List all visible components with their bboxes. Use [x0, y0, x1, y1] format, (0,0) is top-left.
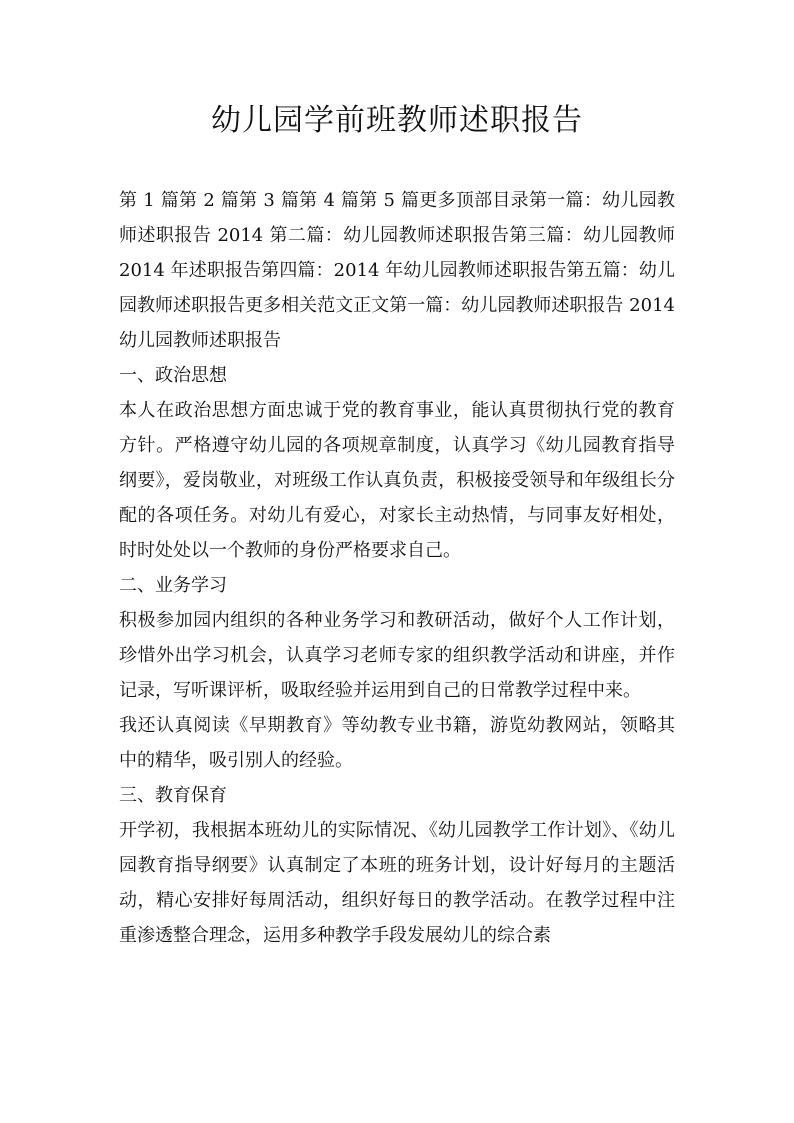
paragraph-study: 积极参加园内组织的各种业务学习和教研活动，做好个人工作计划，珍惜外出学习机会，认真学习老师专家的组织教学活动和讲座，并作记录，写听课评析，吸取经验并运用到自己的日常教学过程中来。 — [119, 610, 675, 701]
paragraph-contents: 第 1 篇第 2 篇第 3 篇第 4 篇第 5 篇更多顶部目录第一篇：幼儿园教师述职报告 2014 第二篇：幼儿园教师述职报告第三篇：幼儿园教师 2014 年述职报告第四篇：2014 年幼儿园教师述职报告第五篇：幼儿园教师述职报告更多相关范文正文第一篇：幼儿园教师述职报告 2014 幼儿园教师述职报告 — [119, 190, 675, 351]
paragraph-education: 开学初，我根据本班幼儿的实际情况、《幼儿园教学工作计划》、《幼儿园教育指导纲要》认真制定了本班的班务计划，设计好每月的主题活动，精心安排好每周活动，组织好每日的教学活动。在教学过程中注重渗透整合理念，运用多种教学手段发展幼儿的综合素 — [119, 820, 675, 946]
paragraph-politics: 本人在政治思想方面忠诚于党的教育事业，能认真贯彻执行党的教育方针。严格遵守幼儿园的各项规章制度，认真学习《幼儿园教育指导纲要》，爱岗敬业，对班级工作认真负责，积极接受领导和年级组长分配的各项任务。对幼儿有爱心，对家长主动热情，与同事友好相处，时时处处以一个教师的身份严格要求自己。 — [119, 400, 675, 561]
document-title: 幼儿园学前班教师述职报告 — [211, 103, 583, 138]
document-body — [119, 183, 675, 953]
section-heading-politics: 一、政治思想 — [119, 365, 227, 386]
paragraph-reading: 我还认真阅读《早期教育》等幼教专业书籍，游览幼教网站，领略其中的精华，吸引别人的经验。 — [119, 715, 675, 771]
section-heading-education: 三、教育保育 — [119, 785, 227, 806]
section-heading-study: 二、业务学习 — [119, 575, 227, 596]
